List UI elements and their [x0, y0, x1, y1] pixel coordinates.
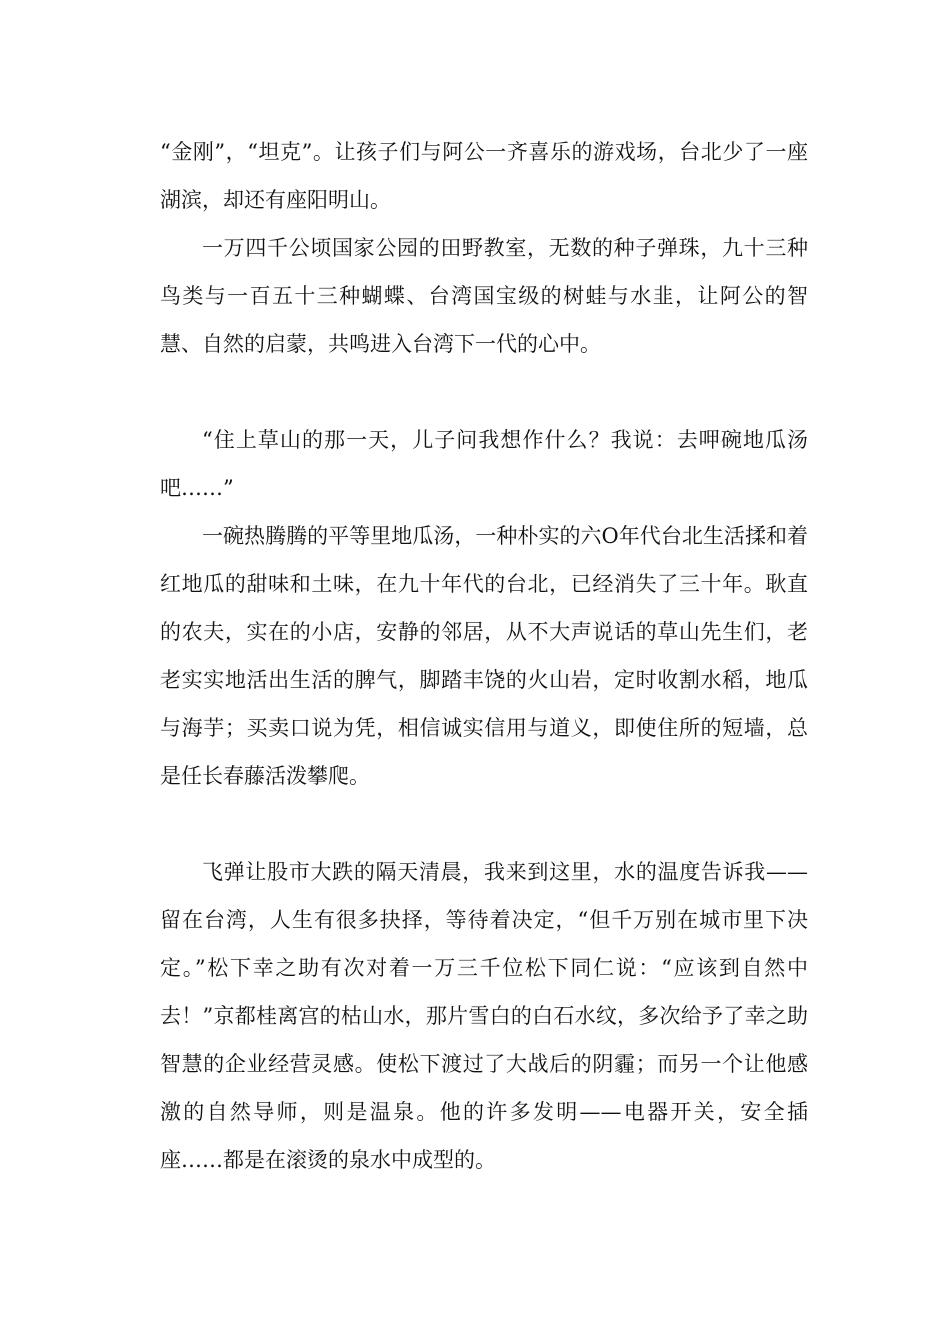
- paragraph-5: 飞弹让股市大跌的隔天清晨，我来到这里，水的温度告诉我——留在台湾，人生有很多抉择，等待着决定，“但千万别在城市里下决定。”松下幸之助有次对着一万三千位松下同仁说：“应该到自然中去！”京都桂离宫的枯山水，那片雪白的白石水纹，多次给予了幸之助智慧的企业经营灵感。使松下渡过了大战后的阴霾；而另一个让他感激的自然导师，则是温泉。他的许多发明——电器开关，安全插座……都是在滚烫的泉水中成型的。: [160, 860, 808, 1172]
- paragraph-2: 一万四千公顷国家公园的田野教室，无数的种子弹珠，九十三种鸟类与一百五十三种蝴蝶、台湾国宝级的树蛙与水韭，让阿公的智慧、自然的启蒙，共鸣进入台湾下一代的心中。: [160, 236, 808, 356]
- paragraph-1: “金刚”，“坦克”。让孩子们与阿公一齐喜乐的游戏场，台北少了一座湖滨，却还有座阳明山。: [160, 140, 808, 212]
- paragraph-spacer: [160, 800, 808, 848]
- paragraph-spacer: [160, 368, 808, 416]
- paragraph-3: “住上草山的那一天，儿子问我想作什么？我说：去呷碗地瓜汤吧……”: [160, 428, 808, 500]
- document-body: [160, 128, 808, 1184]
- paragraph-4: 一碗热腾腾的平等里地瓜汤，一种朴实的六O年代台北生活揉和着红地瓜的甜味和土味，在九十年代的台北，已经消失了三十年。耿直的农夫，实在的小店，安静的邻居，从不大声说话的草山先生们，老老实实地活出生活的脾气，脚踏丰饶的火山岩，定时收割水稻，地瓜与海芋；买卖口说为凭，相信诚实信用与道义，即使住所的短墙，总是任长春藤活泼攀爬。: [160, 524, 808, 788]
